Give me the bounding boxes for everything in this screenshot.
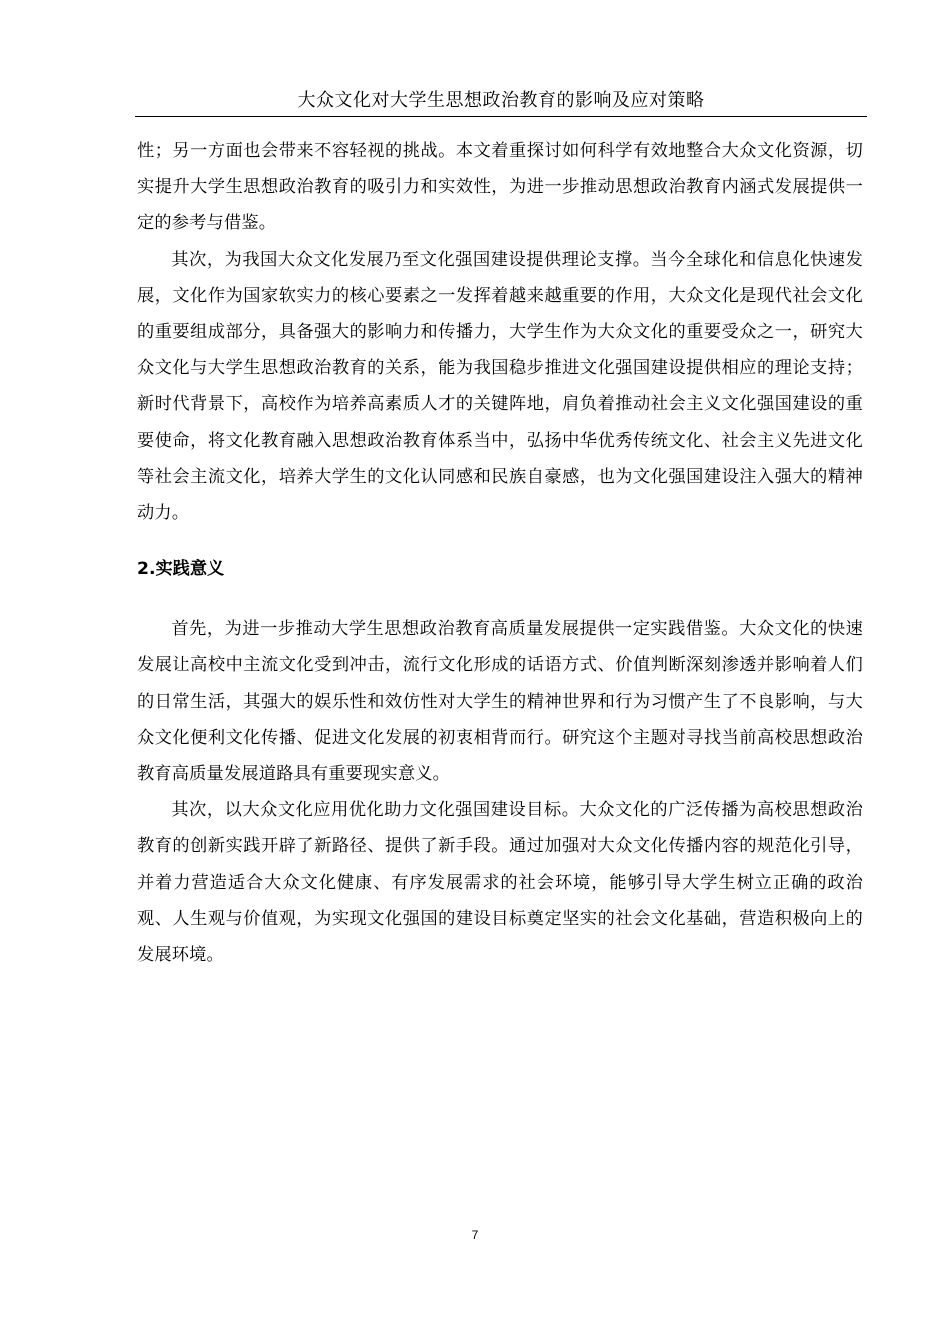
paragraph-practice-second: 其次，以大众文化应用优化助力文化强国建设目标。大众文化的广泛传播为高校思想政治教育的创新实践开辟了新路径、提供了新手段。通过加强对大众文化传播内容的规范化引导，并着力营造适合大众文化健康、有序发展需求的社会环境，能够引导大学生树立正确的政治观、人生观与价值观，为实现文化强国的建设目标奠定坚实的社会文化基础，营造积极向上的发展环境。 <box>137 800 863 966</box>
running-header: 大众文化对大学生思想政治教育的影响及应对策略 <box>297 90 705 111</box>
paragraph-continued: 性；另一方面也会带来不容轻视的挑战。本文着重探讨如何科学有效地整合大众文化资源，切实提升大学生思想政治教育的吸引力和实效性，为进一步推动思想政治教育内涵式发展提供一定的参考与借鉴。 <box>137 141 863 234</box>
page-number: 7 <box>471 1228 479 1242</box>
document-body <box>137 133 863 973</box>
paragraph-practice-first: 首先，为进一步推动大学生思想政治教育高质量发展提供一定实践借鉴。大众文化的快速发展让高校中主流文化受到冲击，流行文化形成的话语方式、价值判断深刻渗透并影响着人们的日常生活，其强大的娱乐性和效仿性对大学生的精神世界和行为习惯产生了不良影响，与大众文化便利文化传播、促进文化发展的初衷相背而行。研究这个主题对寻找当前高校思想政治教育高质量发展道路具有重要现实意义。 <box>137 619 863 785</box>
section-heading: 2.实践意义 <box>137 559 225 580</box>
header-rule <box>135 116 867 117</box>
paragraph-theory-support: 其次，为我国大众文化发展乃至文化强国建设提供理论支撑。当今全球化和信息化快速发展，文化作为国家软实力的核心要素之一发挥着越来越重要的作用，大众文化是现代社会文化的重要组成部分，具备强大的影响力和传播力，大学生作为大众文化的重要受众之一，研究大众文化与大学生思想政治教育的关系，能为我国稳步推进文化强国建设提供相应的理论支持；新时代背景下，高校作为培养高素质人才的关键阵地，肩负着推动社会主义文化强国建设的重要使命，将文化教育融入思想政治教育体系当中，弘扬中华优秀传统文化、社会主义先进文化等社会主流文化，培养大学生的文化认同感和民族自豪感，也为文化强国建设注入强大的精神动力。 <box>137 249 863 524</box>
